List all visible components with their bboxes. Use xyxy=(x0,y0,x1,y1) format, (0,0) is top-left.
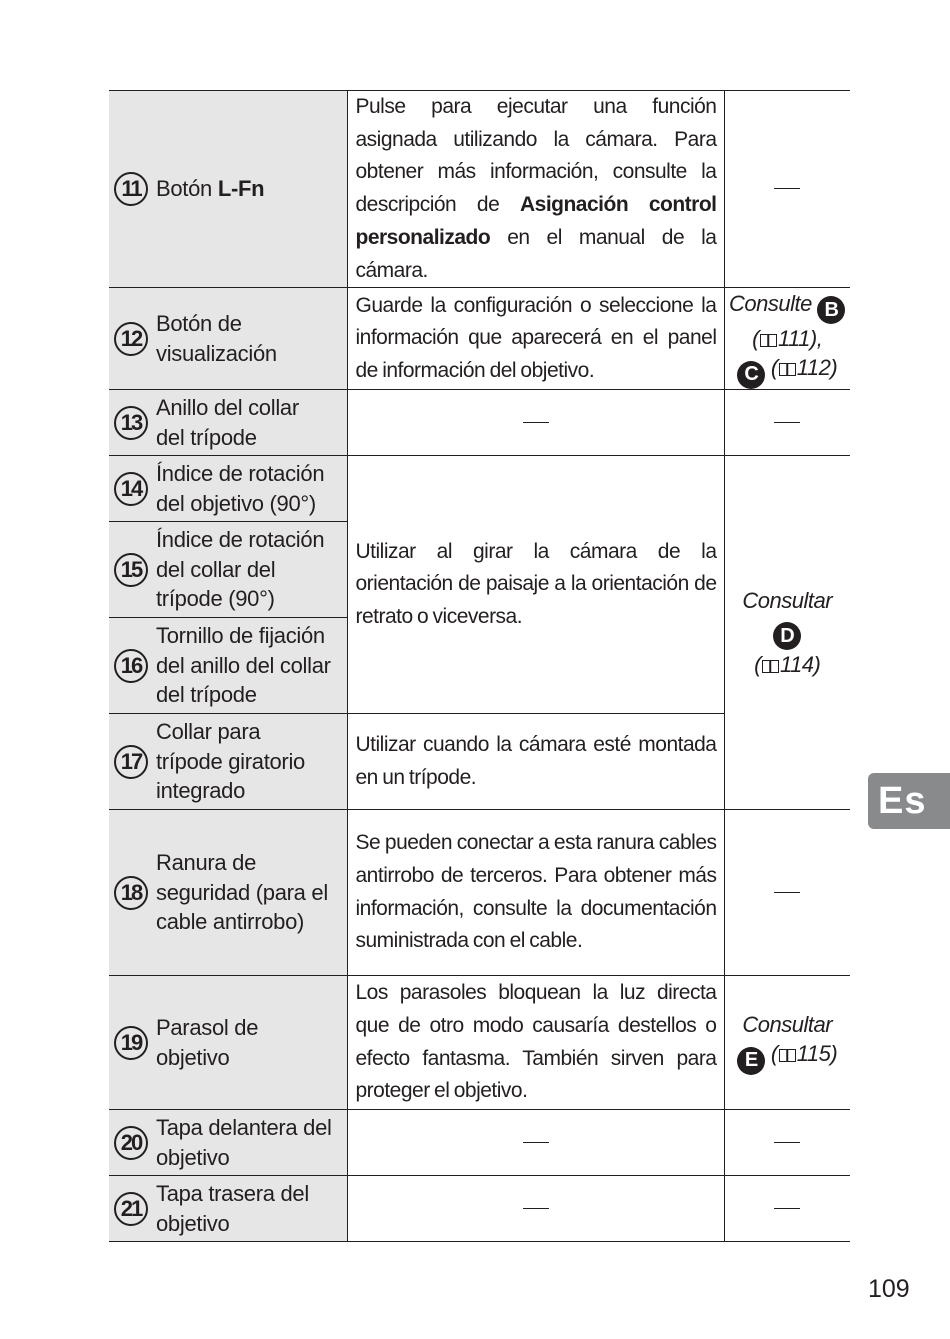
description-cell xyxy=(347,976,724,1110)
book-icon xyxy=(779,1049,796,1062)
part-name: Botón de visualización xyxy=(156,311,277,366)
part-name: Collar para trípode giratorio integrado xyxy=(156,719,305,804)
description-cell xyxy=(347,456,724,714)
part-name: Ranura de seguridad (para el cable antirrobo) xyxy=(156,850,328,935)
dash xyxy=(523,1208,549,1209)
language-tab[interactable]: Es xyxy=(868,773,950,829)
part-number-12: 12 xyxy=(114,322,148,356)
part-name-cell xyxy=(109,714,347,810)
part-name-cell xyxy=(109,390,347,456)
reference-cell xyxy=(724,810,850,976)
book-icon xyxy=(760,334,777,347)
table-row xyxy=(109,976,850,1110)
section-b-icon: B xyxy=(817,296,845,324)
description-cell xyxy=(347,714,724,810)
part-name: Parasol de objetivo xyxy=(156,1015,259,1070)
part-name-cell xyxy=(109,1110,347,1176)
page-reference: Consultar D ( 114) xyxy=(742,587,833,678)
part-number-15: 15 xyxy=(114,553,148,587)
part-name-cell xyxy=(109,91,347,288)
part-name-cell xyxy=(109,810,347,976)
table-row xyxy=(109,288,850,390)
part-name: Índice de rotación del objetivo (90°) xyxy=(156,461,325,516)
reference-cell xyxy=(724,390,850,456)
part-name: Tapa trasera del objetivo xyxy=(156,1181,309,1236)
description: Utilizar cuando la cámara esté montada en un trípode. xyxy=(355,733,717,789)
description-cell xyxy=(347,810,724,976)
reference-cell xyxy=(724,1176,850,1242)
table-row xyxy=(109,390,850,456)
part-name-cell xyxy=(109,976,347,1110)
reference-cell xyxy=(724,288,850,390)
description-cell xyxy=(347,91,724,288)
part-name-cell xyxy=(109,618,347,714)
table-row xyxy=(109,1176,850,1242)
reference-cell xyxy=(724,456,850,810)
parts-table xyxy=(109,90,850,1242)
page-reference: Consulte B ( 111), C ( 112) xyxy=(725,289,851,389)
description: Los parasoles bloquean la luz directa que de otro modo causaría destellos o efecto fantasma. También sirven para proteger el objetivo. xyxy=(355,981,717,1103)
part-number-21: 21 xyxy=(114,1192,148,1226)
reference-cell xyxy=(724,91,850,288)
dash xyxy=(774,892,800,893)
reference-cell xyxy=(724,976,850,1110)
part-name-cell xyxy=(109,288,347,390)
table-row xyxy=(109,810,850,976)
section-c-icon: C xyxy=(737,361,765,389)
part-name-cell xyxy=(109,522,347,618)
description: Pulse para ejecutar una función asignada utilizando la cámara. Para obtener más información, consulte la descripción de Asignación control personalizado en el manual de la cámara. xyxy=(355,95,717,282)
page-number: 109 xyxy=(868,1275,910,1303)
part-name: Anillo del collar del trípode xyxy=(156,395,299,450)
description-cell xyxy=(347,390,724,456)
part-number-11: 11 xyxy=(114,172,148,206)
table-row xyxy=(109,91,850,288)
part-number-16: 16 xyxy=(114,649,148,683)
section-d-icon: D xyxy=(773,622,801,650)
description-cell xyxy=(347,1110,724,1176)
description: Guarde la configuración o seleccione la información que aparecerá en el panel de información del objetivo. xyxy=(355,293,717,383)
description: Se pueden conectar a esta ranura cables antirrobo de terceros. Para obtener más información, consulte la documentación suministrada con el cable. xyxy=(355,831,717,953)
dash xyxy=(774,1142,800,1143)
part-number-13: 13 xyxy=(114,406,148,440)
dash xyxy=(774,422,800,423)
dash xyxy=(774,1208,800,1209)
reference-cell xyxy=(724,1110,850,1176)
part-number-14: 14 xyxy=(114,472,148,506)
dash xyxy=(523,422,549,423)
part-name-cell xyxy=(109,1176,347,1242)
description: Utilizar al girar la cámara de la orientación de paisaje a la orientación de retrato o viceversa. xyxy=(355,539,717,629)
book-icon xyxy=(779,363,796,376)
book-icon xyxy=(762,660,779,673)
part-number-18: 18 xyxy=(114,876,148,910)
part-name: Botón L-Fn xyxy=(156,176,265,202)
part-number-20: 20 xyxy=(114,1126,148,1160)
description-cell xyxy=(347,288,724,390)
description-cell xyxy=(347,1176,724,1242)
dash xyxy=(774,188,800,189)
table-row xyxy=(109,1110,850,1176)
part-name-cell xyxy=(109,456,347,522)
page-reference: Consultar E ( 115) xyxy=(725,1010,851,1075)
dash xyxy=(523,1142,549,1143)
section-e-icon: E xyxy=(737,1047,765,1075)
part-name: Tapa delantera del objetivo xyxy=(156,1115,332,1170)
table-row xyxy=(109,456,850,522)
part-name: Índice de rotación del collar del trípode (90°) xyxy=(156,527,325,612)
part-number-17: 17 xyxy=(114,745,148,779)
part-name: Tornillo de fijación del anillo del collar del trípode xyxy=(156,623,331,708)
part-number-19: 19 xyxy=(114,1026,148,1060)
